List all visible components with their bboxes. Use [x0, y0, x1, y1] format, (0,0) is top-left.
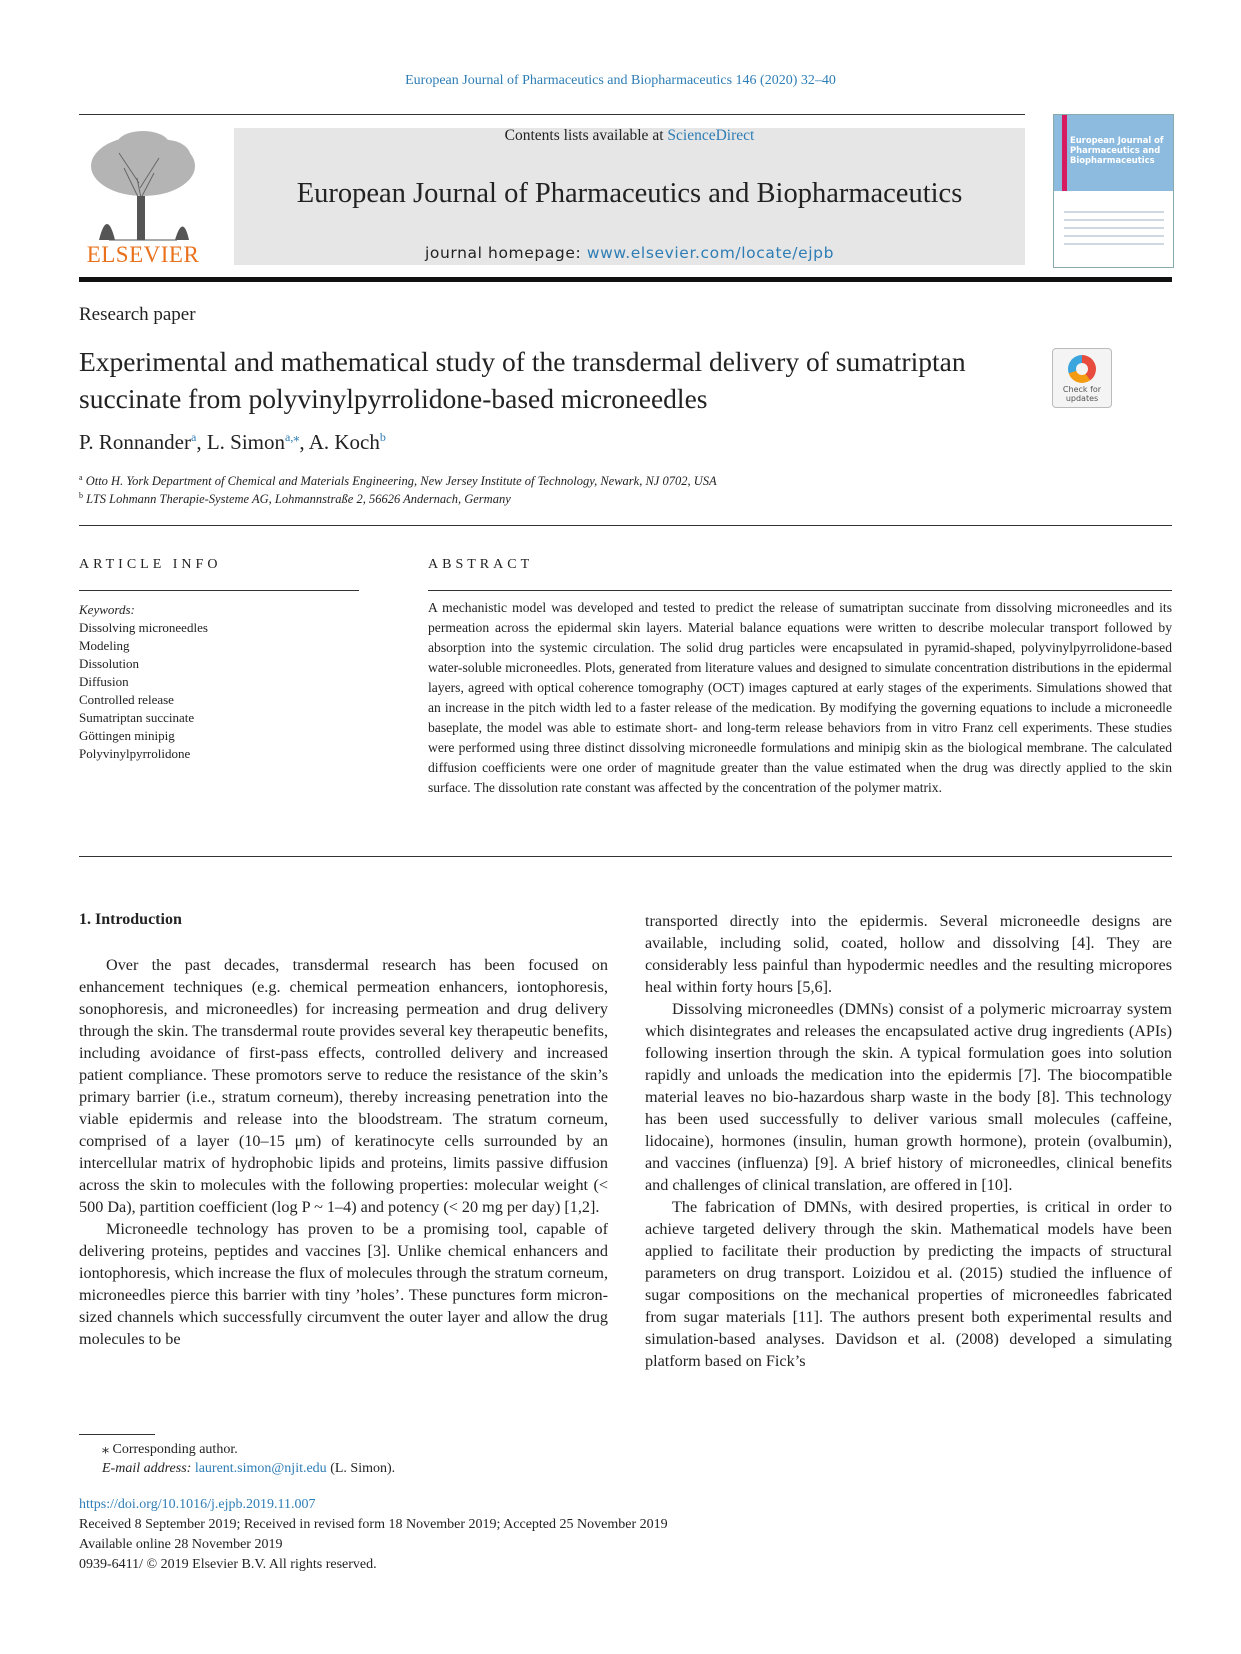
sciencedirect-link[interactable]: ScienceDirect: [667, 127, 755, 144]
body-column-left: [79, 954, 608, 1350]
elsevier-wordmark: ELSEVIER: [86, 242, 200, 267]
publication-info: [79, 1495, 668, 1575]
contents-line: [234, 127, 1025, 145]
abstract-text: A mechanistic model was developed and tested to predict the release of sumatriptan succinate from dissolving microneedles and its permeation across the epidermal skin layers. Material balance equations were written to describe molecular transport followed by absorption into the systemic circulation. The solid drug particles were encapsulated in pyramid-shaped, polyvinylpyrrolidone-based water-soluble microneedles. Plots, generated from literature values and designed to simulate concentration distributions in the epidermal layers, agreed with optical coherence tomography (OCT) images captured at early stages of the experiments. Simulations showed that an increase in the pitch width led to a faster release of the medication. By modifying the governing equations to include a microneedle baseplate, the model was able to estimate short- and long-term release behaviors from in vitro Franz cell experiments. These studies were performed using three distinct dissolving microneedle formulations and minipig skin as the biological membrane. The calculated diffusion coefficients were one order of magnitude greater than the value estimated when the drug was directly applied to the skin surface. The dissolution rate constant was affected by the concentration of the polymer matrix.: [428, 600, 1172, 795]
copyright: 0939-6411/ © 2019 Elsevier B.V. All rights reserved.: [79, 1557, 377, 1572]
front-matter-rule: [79, 525, 1172, 526]
email-suffix: (L. Simon).: [326, 1461, 396, 1476]
keyword: Dissolution: [79, 656, 139, 671]
journal-cover-thumbnail: [1053, 114, 1174, 268]
body-paragraph: Microneedle technology has proven to be a promising tool, capable of delivering proteins, peptides and vaccines [3]. Unlike chemical enhancers and iontophoresis, which increase the flux of molecules through the stratum corneum, microneedles pierce this barrier with tiny ’holes’. These punctures form micron-sized channels which successfully circumvent the outer layer and allow the drug molecules to be: [79, 1220, 608, 1348]
body-paragraph: transported directly into the epidermis. Several microneedle designs are available, including solid, coated, hollow and dissolving [4]. They are considerably less painful than hypodermic needles and the resulting micropores heal within forty hours [5,6].: [645, 912, 1172, 996]
journal-homepage: [234, 244, 1025, 262]
homepage-link[interactable]: www.elsevier.com/locate/ejpb: [586, 244, 835, 262]
abstract-bottom-rule: [79, 856, 1172, 857]
article-info-heading: ARTICLE INFO: [79, 557, 222, 572]
author-list: P. Ronnander$^a$, L. Simon$^{a,⁎}$, A. Koch$^b$: [79, 430, 386, 454]
article-type: Research paper: [79, 304, 196, 325]
received-dates: Received 8 September 2019; Received in revised form 18 November 2019; Accepted 25 November 2019: [79, 1517, 668, 1532]
email-line: [79, 1459, 395, 1478]
doi-link[interactable]: https://doi.org/10.1016/j.ejpb.2019.11.007: [79, 1497, 316, 1512]
keyword: Modeling: [79, 638, 130, 653]
journal-title: European Journal of Pharmaceutics and Biopharmaceutics: [296, 178, 963, 209]
keyword: Sumatriptan succinate: [79, 710, 195, 725]
body-paragraph: Over the past decades, transdermal research has been focused on enhancement techniques (e.g. chemical permeation enhancers, iontophoresis, sonophoresis, and microneedles) for increasing permeation and drug delivery through the skin. The transdermal route provides several key therapeutic benefits, including avoidance of first-pass effects, controlled delivery and increased patient compliance. These promotors serve to reduce the resistance of the skin’s primary barrier (i.e., stratum corneum), thereby increasing penetration into the viable epidermis and release into the bloodstream. The stratum corneum, comprised of a layer (10–15 μm) of keratinocyte cells surrounded by an intercellular matrix of hydrophobic lipids and proteins, limits passive diffusion across the skin to molecules with the following properties: molecular weight (< 500 Da), partition coefficient (log P ~ 1–4) and potency (< 20 mg per day) [1,2].: [79, 956, 608, 1216]
author-affiliation-mark[interactable]: a: [191, 430, 197, 444]
author-name: A. Koch: [308, 430, 380, 454]
article-info-rule: [79, 590, 359, 591]
crossmark-icon: [1068, 355, 1096, 383]
crossmark-label: Check for updates: [1062, 385, 1102, 403]
body-column-right: [645, 910, 1172, 1372]
available-online: Available online 28 November 2019: [79, 1537, 283, 1552]
contents-prefix: Contents lists available at: [504, 127, 668, 144]
author-name: L. Simon: [206, 430, 286, 454]
author-affiliation-mark[interactable]: b: [379, 430, 386, 444]
journal-reference[interactable]: European Journal of Pharmaceutics and Biopharmaceutics 146 (2020) 32–40: [405, 73, 836, 88]
corresponding-author-note: ⁎ Corresponding author.: [102, 1442, 238, 1457]
cover-title: European Journal of Pharmaceutics and Biopharmaceutics: [1070, 135, 1164, 165]
affiliation-b: $^b$ LTS Lohmann Therapie-Systeme AG, Lohmannstraße 2, 56626 Andernach, Germany: [79, 491, 511, 507]
top-rule: [79, 114, 1025, 115]
keywords-label: Keywords:: [79, 602, 135, 617]
homepage-prefix: journal homepage:: [424, 244, 587, 262]
abstract-heading: ABSTRACT: [428, 557, 534, 572]
keyword: Göttingen minipig: [79, 728, 175, 743]
check-for-updates-badge[interactable]: [1052, 348, 1112, 408]
corresponding-author-footnote: [79, 1440, 395, 1478]
keyword: Diffusion: [79, 674, 129, 689]
email-link[interactable]: laurent.simon@njit.edu: [194, 1461, 327, 1476]
keyword: Polyvinylpyrrolidone: [79, 746, 191, 761]
keyword: Controlled release: [79, 692, 174, 707]
footnote-rule: [79, 1434, 155, 1435]
abstract-rule: [428, 590, 1172, 591]
affiliation-a: $^a$ Otto H. York Department of Chemical and Materials Engineering, New Jersey Institute of Technology, Newark, NJ 0702, USA: [79, 473, 717, 489]
keywords-block: [79, 601, 208, 763]
author-name: P. Ronnander: [79, 430, 191, 454]
body-paragraph: Dissolving microneedles (DMNs) consist of a polymeric microarray system which disintegrates and releases the encapsulated active drug ingredients (APIs) following insertion through the skin. A typical formulation goes into solution rapidly and unloads the medication into the epidermis [7]. The biocompatible material leaves no bio-hazardous sharp waste in the body [8]. This technology has been used successfully to deliver various small molecules (caffeine, lidocaine), hormones (insulin, human growth hormone), protein (ovalbumin), and vaccines (influenza) [9]. A brief history of microneedles, clinical benefits and challenges of clinical translation, are offered in [10].: [645, 1000, 1172, 1194]
body-paragraph: The fabrication of DMNs, with desired properties, is critical in order to achieve targeted delivery through the skin. Mathematical models have been applied to facilitate their production by predicting the impacts of structural parameters on drug transport. Loizidou et al. (2015) studied the influence of sugar compositions on the mechanical properties of microneedles fabricated from sugar materials [11]. The authors present both experimental results and simulation-based analyses. Davidson et al. (2008) developed a simulating platform based on Fick’s: [645, 1198, 1172, 1370]
author-affiliation-mark[interactable]: a,⁎: [285, 430, 300, 444]
header-thick-rule: [79, 277, 1172, 282]
article-title: Experimental and mathematical study of the transdermal delivery of sumatriptan succinate from polyvinylpyrrolidone-based microneedles: [79, 346, 966, 414]
keyword: Dissolving microneedles: [79, 620, 208, 635]
section-heading-introduction: 1. Introduction: [79, 911, 182, 928]
email-label: E-mail address:: [102, 1461, 195, 1476]
